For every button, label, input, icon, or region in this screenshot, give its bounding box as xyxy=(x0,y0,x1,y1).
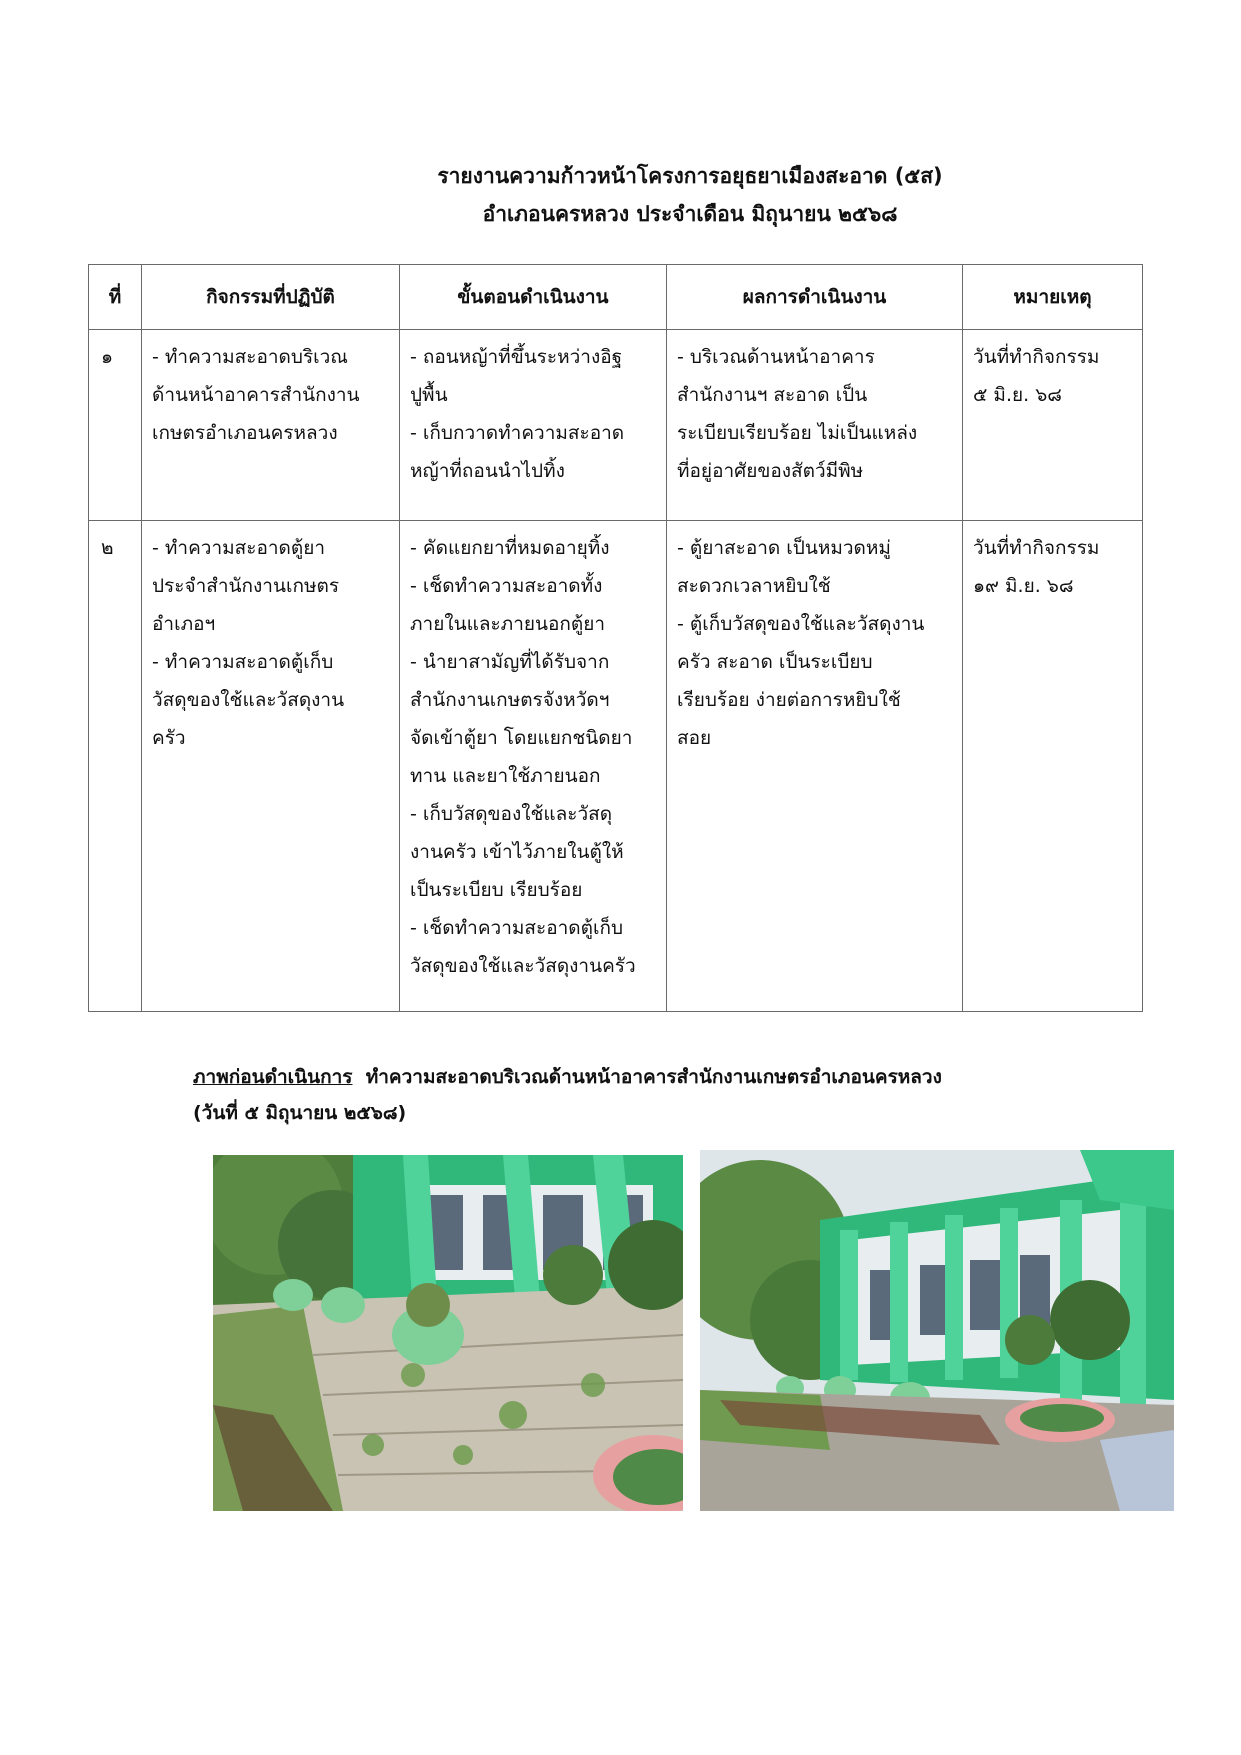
activity-cell xyxy=(142,330,400,521)
step-line: สำนักงานเกษตรจังหวัดฯ xyxy=(410,689,610,711)
activity-line: เกษตรอำเภอนครหลวง xyxy=(152,422,338,444)
building-photo-illustration xyxy=(700,1150,1174,1511)
step-line: เป็นระเบียบ เรียบร้อย xyxy=(410,879,583,901)
activity-line: ครัว xyxy=(152,727,186,749)
caption-label: ภาพก่อนดำเนินการ xyxy=(193,1066,353,1088)
step-line: - เช็ดทำความสะอาดตู้เก็บ xyxy=(410,917,624,939)
row-number: ๑ xyxy=(89,330,142,521)
step-line: - นำยาสามัญที่ได้รับจาก xyxy=(410,651,610,673)
table-row xyxy=(89,521,1143,1012)
step-line: - ถอนหญ้าที่ขึ้นระหว่างอิฐ xyxy=(410,346,623,368)
header-results: ผลการดำเนินงาน xyxy=(667,265,963,330)
report-title-line1: รายงานความก้าวหน้าโครงการอยุธยาเมืองสะอาด (๕ส) xyxy=(437,164,943,188)
activity-line: อำเภอฯ xyxy=(152,613,216,635)
remark-line: ๕ มิ.ย. ๖๘ xyxy=(973,384,1062,406)
activity-line: - ทำความสะอาดบริเวณ xyxy=(152,346,348,368)
photo-caption xyxy=(193,1061,942,1093)
row-number: ๒ xyxy=(89,521,142,1012)
activity-line: - ทำความสะอาดตู้ยา xyxy=(152,537,326,559)
result-line: - บริเวณด้านหน้าอาคาร xyxy=(677,346,875,368)
remark-line: ๑๙ มิ.ย. ๖๘ xyxy=(973,575,1074,597)
remark-line: วันที่ทำกิจกรรม xyxy=(973,537,1100,559)
caption-text: ทำความสะอาดบริเวณด้านหน้าอาคารสำนักงานเกษตรอำเภอนครหลวง xyxy=(352,1066,942,1088)
remarks-cell xyxy=(963,521,1143,1012)
result-line: สำนักงานฯ สะอาด เป็น xyxy=(677,384,868,406)
step-line: - เก็บกวาดทำความสะอาด xyxy=(410,422,625,444)
garden-photo-illustration xyxy=(213,1155,683,1511)
result-line: - ตู้เก็บวัสดุของใช้และวัสดุงาน xyxy=(677,613,925,635)
result-line: เรียบร้อย ง่ายต่อการหยิบใช้ xyxy=(677,689,901,711)
result-line: - ตู้ยาสะอาด เป็นหมวดหมู่ xyxy=(677,537,891,559)
header-activity: กิจกรรมที่ปฏิบัติ xyxy=(142,265,400,330)
results-cell xyxy=(667,330,963,521)
step-line: วัสดุของใช้และวัสดุงานครัว xyxy=(410,955,636,977)
table-header-row xyxy=(89,265,1143,330)
result-line: สอย xyxy=(677,727,712,749)
steps-cell xyxy=(400,521,667,1012)
result-line: สะดวกเวลาหยิบใช้ xyxy=(677,575,831,597)
step-line: ภายในและภายนอกตู้ยา xyxy=(410,613,606,635)
result-line: ระเบียบเรียบร้อย ไม่เป็นแหล่ง xyxy=(677,422,918,444)
result-line: ครัว สะอาด เป็นระเบียบ xyxy=(677,651,873,673)
remarks-cell xyxy=(963,330,1143,521)
before-photo-garden-left xyxy=(213,1155,683,1511)
activity-line: ประจำสำนักงานเกษตร xyxy=(152,575,340,597)
remark-line: วันที่ทำกิจกรรม xyxy=(973,346,1100,368)
step-line: - เก็บวัสดุของใช้และวัสดุ xyxy=(410,803,613,825)
step-line: - เช็ดทำความสะอาดทั้ง xyxy=(410,575,603,597)
step-line: ทาน และยาใช้ภายนอก xyxy=(410,765,601,787)
header-steps: ขั้นตอนดำเนินงาน xyxy=(400,265,667,330)
before-photo-garden-right xyxy=(700,1150,1174,1511)
step-line: - คัดแยกยาที่หมดอายุทิ้ง xyxy=(410,537,610,559)
step-line: ปูพื้น xyxy=(410,384,448,406)
steps-cell xyxy=(400,330,667,521)
table-row xyxy=(89,330,1143,521)
header-remarks: หมายเหตุ xyxy=(963,265,1143,330)
results-cell xyxy=(667,521,963,1012)
step-line: จัดเข้าตู้ยา โดยแยกชนิดยา xyxy=(410,727,633,749)
activity-line: - ทำความสะอาดตู้เก็บ xyxy=(152,651,334,673)
activity-line: ด้านหน้าอาคารสำนักงาน xyxy=(152,384,360,406)
header-no: ที่ xyxy=(89,265,142,330)
result-line: ที่อยู่อาศัยของสัตว์มีพิษ xyxy=(677,460,864,482)
progress-table xyxy=(88,264,1143,1012)
photo-caption-date: (วันที่ ๕ มิถุนายน ๒๕๖๘) xyxy=(193,1102,407,1124)
step-line: งานครัว เข้าไว้ภายในตู้ให้ xyxy=(410,841,624,863)
activity-cell xyxy=(142,521,400,1012)
step-line: หญ้าที่ถอนนำไปทิ้ง xyxy=(410,460,565,482)
activity-line: วัสดุของใช้และวัสดุงาน xyxy=(152,689,345,711)
report-title-line2: อำเภอนครหลวง ประจำเดือน มิถุนายน ๒๕๖๘ xyxy=(482,202,898,226)
